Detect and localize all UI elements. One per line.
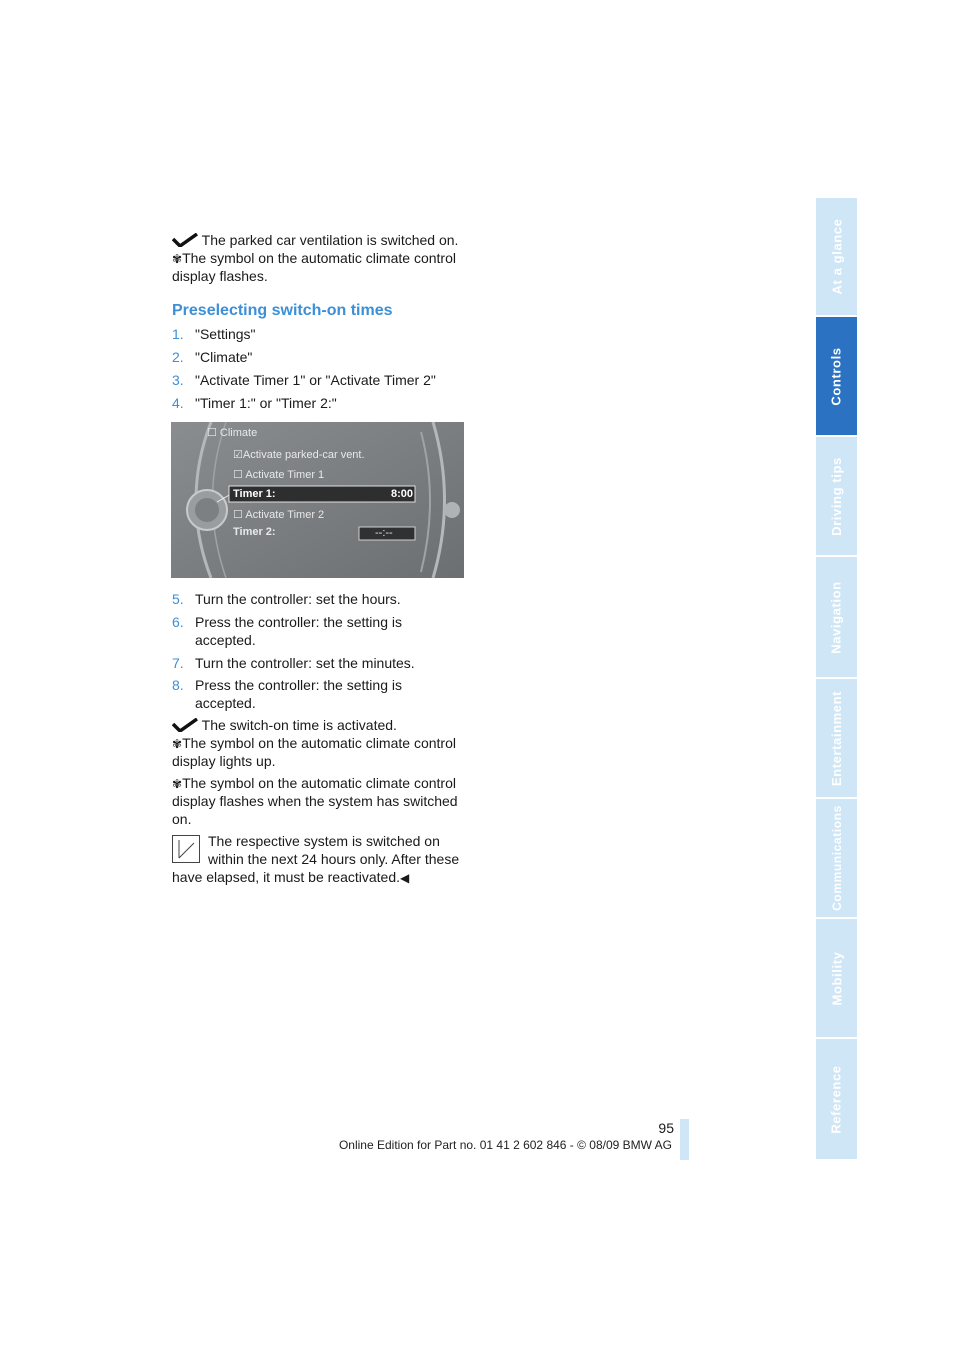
tab-label: Navigation [829, 580, 844, 654]
step-8: 8. Press the controller: the setting is accepted. [172, 677, 402, 711]
fan-icon: ✾ [172, 252, 183, 266]
tab-at-a-glance[interactable] [816, 198, 857, 315]
end-mark-icon: ◀ [400, 871, 410, 885]
section-title: Preselecting switch-on times [172, 302, 393, 319]
note-arrow-icon [172, 835, 200, 863]
tab-controls[interactable] [816, 317, 857, 435]
screen-item-timer1-activate: ☐ Activate Timer 1 [233, 469, 325, 481]
footer-marker [680, 1119, 689, 1160]
activated-line: The switch-on time is activated. [172, 716, 472, 734]
fan-icon: ✾ [172, 777, 183, 791]
step-6: 6. Press the controller: the setting is accepted. [172, 614, 402, 648]
screen-timer1-value: 8:00 [391, 488, 414, 500]
note-line-2: within the next 24 hours only. After these [208, 851, 460, 867]
tab-label: Driving tips [829, 456, 844, 536]
step-5: 5. Turn the controller: set the hours. [172, 591, 401, 607]
page-number: 95 [658, 1120, 674, 1136]
screen-timer1-label: Timer 1: [233, 488, 276, 500]
tab-communications[interactable] [816, 799, 857, 917]
screen-frame [171, 422, 464, 578]
lights-line-2: display lights up. [172, 753, 276, 769]
intro-line-2: ✾The symbol on the automatic climate control [172, 250, 456, 266]
flash-line-1: ✾The symbol on the automatic climate control [172, 775, 456, 791]
screen-item-parked-vent: ☑Activate parked-car vent. [233, 449, 365, 461]
tab-entertainment[interactable] [816, 679, 857, 797]
footer-text: Online Edition for Part no. 01 41 2 602 846 - © 08/09 BMW AG [338, 1138, 672, 1152]
screen-header: ☐ Climate [207, 427, 258, 439]
checkmark-icon [172, 233, 198, 247]
note-line-3: have elapsed, it must be reactivated.◀ [172, 869, 410, 885]
intro-line-3: display flashes. [172, 268, 268, 284]
tab-driving-tips[interactable] [816, 437, 857, 555]
tab-mobility[interactable] [816, 919, 857, 1037]
tab-label: At a glance [829, 218, 844, 295]
screen-timer2-value: --:-- [375, 527, 393, 539]
step-7: 7. Turn the controller: set the minutes. [172, 655, 415, 671]
fan-icon: ✾ [172, 737, 183, 751]
tab-label: Communications [829, 805, 844, 911]
screen-item-timer2-activate: ☐ Activate Timer 2 [233, 509, 325, 521]
idrive-screen [171, 422, 464, 578]
tab-label: Reference [829, 1064, 844, 1134]
flash-line-2: display flashes when the system has switched [172, 793, 458, 809]
lights-line-1: ✾The symbol on the automatic climate control [172, 735, 456, 751]
checkmark-icon [172, 718, 198, 732]
intro-line-1: The parked car ventilation is switched on. [172, 231, 472, 249]
step-2: 2. "Climate" [172, 349, 253, 365]
screen-timer2-label: Timer 2: [233, 526, 276, 538]
tab-reference[interactable] [816, 1039, 857, 1159]
step-3: 3. "Activate Timer 1" or "Activate Timer 2" [172, 372, 436, 388]
flash-line-3: on. [172, 811, 192, 827]
step-4: 4. "Timer 1:" or "Timer 2:" [172, 395, 337, 411]
step-1: 1. "Settings" [172, 326, 256, 342]
tab-label: Mobility [829, 951, 844, 1005]
tab-label: Entertainment [829, 690, 845, 786]
tab-navigation[interactable] [816, 557, 857, 677]
tab-label: Controls [829, 346, 844, 406]
note-line-1: The respective system is switched on [208, 833, 440, 849]
